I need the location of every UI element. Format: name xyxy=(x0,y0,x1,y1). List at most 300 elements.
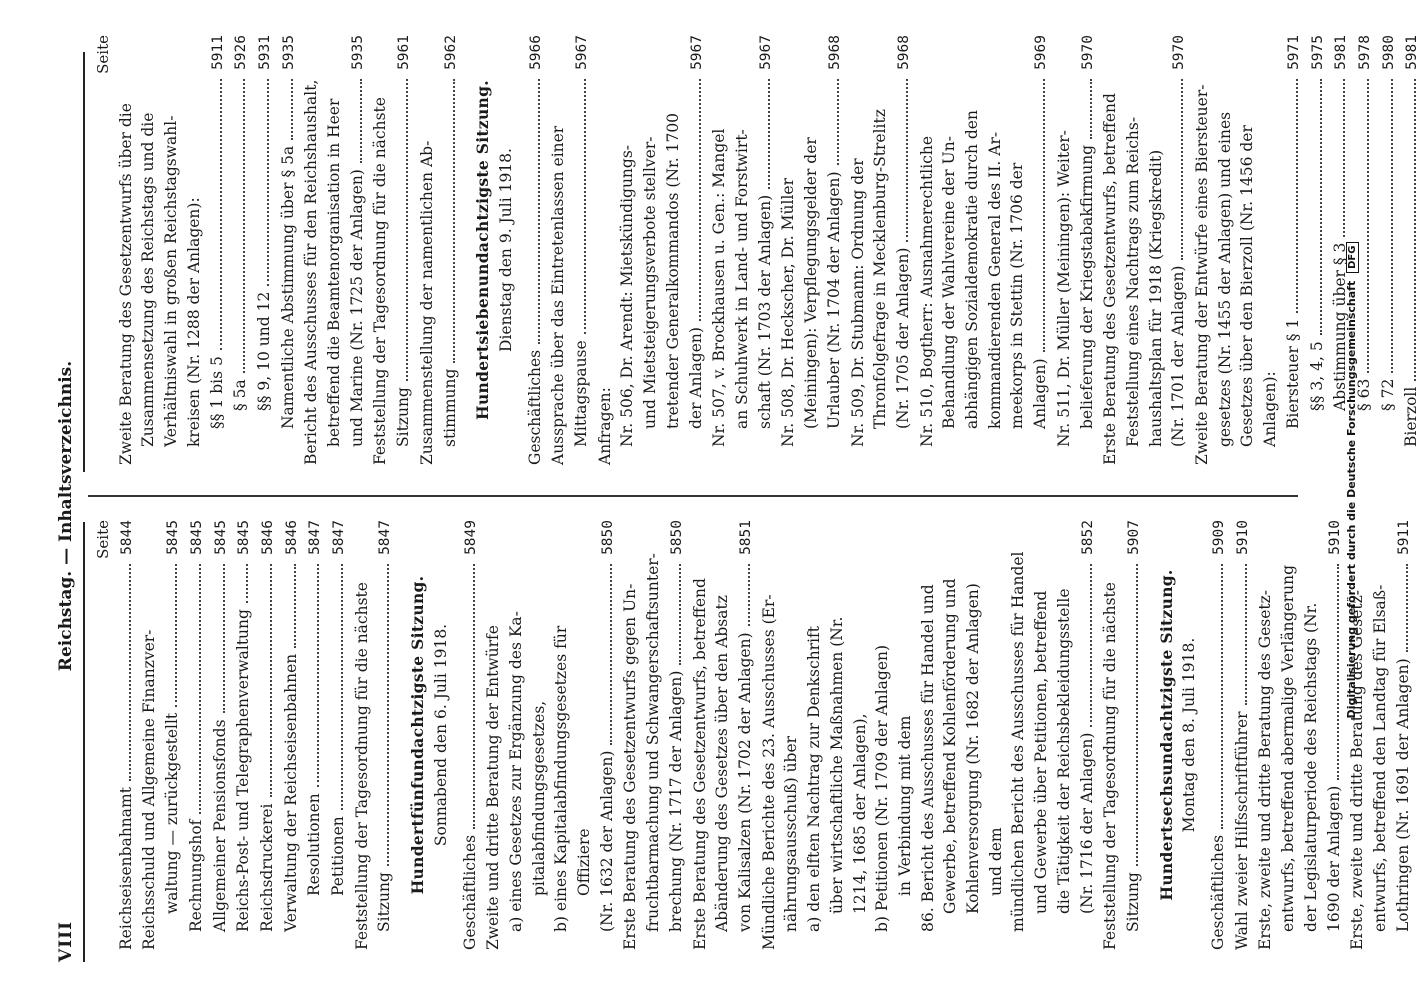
session-heading: Hundertsiebenundachtzigste Sitzung. xyxy=(473,80,493,420)
toc-page-number: 5846 xyxy=(283,520,300,555)
toc-entry-text: Mündliche Berichte des 23. Ausschusses (Er- xyxy=(759,594,778,950)
toc-entry-text: Gesetzes über den Bierzoll (Nr. 1456 der xyxy=(1238,125,1257,447)
toc-entry-text: Zusammenstellung der namentlichen Ab- xyxy=(417,140,436,465)
toc-entry xyxy=(1053,35,1076,465)
toc-entry xyxy=(823,35,847,465)
toc-entry-text: in Verbindung mit dem xyxy=(895,715,914,896)
toc-entry xyxy=(708,35,731,465)
leader-dots xyxy=(246,564,248,603)
toc-entry xyxy=(161,520,185,950)
toc-page-number: 5847 xyxy=(377,520,394,555)
session-date: Dienstag den 9. Juli 1918. xyxy=(496,148,515,352)
toc-page-number: 5846 xyxy=(259,520,276,555)
leader-dots xyxy=(837,79,839,165)
toc-entry xyxy=(1259,35,1282,465)
toc-page-number: 5909 xyxy=(1211,520,1228,555)
toc-entry-text: Zusammensetzung des Reichstags und die xyxy=(139,112,158,447)
toc-page-number: 5981 xyxy=(1404,35,1421,70)
column-separator xyxy=(88,495,1298,497)
toc-entry xyxy=(734,520,758,950)
leader-dots xyxy=(360,79,362,163)
toc-entry xyxy=(685,35,709,465)
toc-entry-text: Anfragen: xyxy=(595,387,614,465)
toc-entry xyxy=(346,35,370,465)
toc-page-number: 5850 xyxy=(599,520,616,555)
page-number: VIII xyxy=(56,920,76,962)
leader-dots xyxy=(679,564,681,665)
toc-entry-text: b) Petitionen (Nr. 1709 der Anlagen) xyxy=(873,644,892,932)
toc-entry-text: 1214, 1685 der Anlagen), xyxy=(850,713,869,914)
toc-entry-text: entwurfs, betreffend den Landtag für Elsaß- xyxy=(1370,584,1389,932)
toc-page-number: 5847 xyxy=(331,520,348,555)
toc-entry xyxy=(1392,520,1416,950)
toc-entry xyxy=(1300,520,1323,950)
toc-entry xyxy=(803,520,826,950)
toc-entry-text: Erste, zweite und dritte Beratung des Gesetz- xyxy=(1348,589,1367,950)
toc-page-number: 5844 xyxy=(118,520,135,555)
toc-page-number: 5911 xyxy=(1395,520,1412,555)
leader-dots xyxy=(1181,79,1183,260)
toc-entry xyxy=(800,35,823,465)
toc-entry-text: belieferung der Kriegstabakfirmung xyxy=(1077,144,1096,429)
toc-entry-text: Sitzung xyxy=(1123,872,1142,932)
toc-entry-text: gesetzes (Nr. 1455 der Anlagen) und eines xyxy=(1215,111,1234,447)
toc-page-number: 5970 xyxy=(1079,35,1096,70)
toc-entry xyxy=(1231,520,1255,950)
toc-entry-text: Aussprache über das Eintretenlassen einer xyxy=(549,125,568,465)
toc-entry-text: Wahl zweier Hilfsschriftführer xyxy=(1232,711,1251,950)
toc-entry xyxy=(1282,35,1306,465)
toc-entry xyxy=(1377,35,1401,465)
toc-entry-text: stimmung xyxy=(440,368,459,447)
toc-entry-text: meekorps in Stettin (Nr. 1706 der xyxy=(1008,162,1027,429)
toc-entry-text: Nr. 511, Dr. Müller (Meiningen): Weiter- xyxy=(1054,130,1073,447)
leader-dots xyxy=(1391,79,1393,373)
toc-entry-text: 86. Bericht des Ausschusses für Handel und xyxy=(918,584,937,932)
toc-entry xyxy=(961,35,984,465)
toc-entry xyxy=(160,35,183,465)
toc-entry xyxy=(689,520,712,950)
leader-dots xyxy=(387,564,389,866)
toc-entry xyxy=(524,35,548,465)
toc-entry-text: Urlauber (Nr. 1704 der Anlagen) xyxy=(824,171,843,429)
toc-entry-text: Feststellung der Tagesordnung für die nächste xyxy=(1101,582,1120,950)
toc-entry-text: Nr. 507, v. Brockhausen u. Gen.: Mangel xyxy=(710,128,729,447)
toc-entry-text: waltung — zurückgestellt xyxy=(163,712,182,914)
toc-entry xyxy=(662,35,685,465)
leader-dots xyxy=(199,564,201,814)
toc-entry-text: Erste Beratung des Gesetzentwurfs, betreffend xyxy=(690,578,709,950)
toc-page-number: 5980 xyxy=(1380,35,1397,70)
toc-entry-text: Verwaltung der Reichseisenbahnen xyxy=(281,653,300,932)
toc-entry xyxy=(871,520,894,950)
toc-entry-text: kommandierenden General des II. Ar- xyxy=(985,131,1004,429)
toc-entry-text: Namentliche Abstimmung über § 5a xyxy=(278,145,297,429)
toc-entry-text: der Legislaturperiode des Reichstags (Nr. xyxy=(1301,602,1320,932)
toc-entry-text: (Nr. 1701 der Anlagen) xyxy=(1169,265,1188,447)
leader-dots xyxy=(291,79,293,140)
toc-entry-text: §§ 3, 4, 5 xyxy=(1307,341,1326,411)
toc-entry xyxy=(939,520,962,950)
toc-entry-text: b) eines Kapitalabfindungsgesetzes für xyxy=(552,625,571,932)
toc-entry xyxy=(183,35,206,465)
toc-entry-text: Sitzung xyxy=(394,387,413,447)
seite-label: Seite xyxy=(94,520,112,559)
leader-dots xyxy=(1090,79,1092,139)
toc-entry-text: Geschäftliches xyxy=(525,349,544,465)
toc-page-number: 5911 xyxy=(209,35,226,70)
toc-entry-text: Abstimmung über § 3 xyxy=(1331,242,1350,411)
leader-dots xyxy=(1296,79,1298,313)
toc-page-number: 5845 xyxy=(212,520,229,555)
toc-entry xyxy=(938,35,961,465)
leader-dots xyxy=(1136,564,1138,866)
toc-entry xyxy=(547,35,570,465)
leader-dots xyxy=(473,564,475,829)
toc-entry-text: fruchtbarmachung und Schwangerschaftsunter- xyxy=(644,553,663,932)
toc-entry-text: Reichs-Post- und Telegraphenverwaltung xyxy=(234,609,253,932)
toc-entry-text: Petitionen xyxy=(329,816,348,896)
toc-entry xyxy=(303,520,327,950)
toc-entry-text: Reichseisenbahnamt xyxy=(116,787,135,950)
toc-entry-text: Lothringen (Nr. 1691 der Anlagen) xyxy=(1393,658,1412,932)
toc-entry xyxy=(138,520,161,950)
toc-entry-text: und dem xyxy=(986,827,1005,896)
toc-entry xyxy=(1214,35,1237,465)
toc-entry xyxy=(731,35,754,465)
toc-entry-text: Zweite Beratung des Gesetzentwurfs über die xyxy=(116,103,135,465)
toc-entry xyxy=(985,520,1008,950)
toc-entry xyxy=(351,520,374,950)
leader-dots xyxy=(223,564,225,713)
toc-entry-text: Feststellung eines Nachtrags zum Reichs- xyxy=(1123,116,1142,447)
toc-entry-text: (Nr. 1716 der Anlagen) xyxy=(1077,732,1096,914)
leader-dots xyxy=(406,79,408,381)
toc-page-number: 5975 xyxy=(1309,35,1326,70)
toc-entry-text: haushaltsplan für 1918 (Kriegskredit) xyxy=(1146,149,1165,447)
toc-entry-text: Kohlenversorgung (Nr. 1682 der Anlagen) xyxy=(964,583,983,914)
toc-entry-text: kreisen (Nr. 1288 der Anlagen): xyxy=(184,197,203,447)
toc-entry-text: (Nr. 1705 der Anlagen) xyxy=(893,247,912,429)
toc-page-number: 5849 xyxy=(462,520,479,555)
toc-entry-text: Nr. 510, Bogtherr: Ausnahmerechtliche xyxy=(917,136,936,447)
toc-entry xyxy=(1122,520,1146,950)
toc-entry xyxy=(573,520,596,950)
leader-dots xyxy=(1367,79,1369,373)
toc-page-number: 5970 xyxy=(1171,35,1188,70)
toc-entry-text: Offiziere xyxy=(575,828,594,896)
toc-entry-text: Bericht des Ausschusses für den Reichshaushalt, xyxy=(302,79,321,465)
leader-dots xyxy=(699,79,701,321)
toc-entry xyxy=(459,520,483,950)
toc-entry xyxy=(1145,35,1168,465)
toc-page-number: 5926 xyxy=(233,35,250,70)
toc-entry-text: Reichsdruckerei xyxy=(257,803,276,932)
toc-entry xyxy=(232,520,256,950)
toc-page-number: 5967 xyxy=(688,35,705,70)
toc-entry xyxy=(1306,35,1330,465)
toc-entry xyxy=(277,35,301,465)
toc-page-number: 5847 xyxy=(307,520,324,555)
toc-entry xyxy=(1030,520,1053,950)
toc-entry-text: Erste Beratung des Gesetzentwurfs gegen Un- xyxy=(621,583,640,950)
toc-page-number: 5850 xyxy=(668,520,685,555)
leader-dots xyxy=(267,79,269,286)
toc-page-number: 5931 xyxy=(256,35,273,70)
toc-entry xyxy=(185,520,209,950)
leader-dots xyxy=(317,564,319,787)
toc-entry xyxy=(777,35,800,465)
toc-entry-text: Verhältniswahl in großen Reichstagswahl- xyxy=(162,115,181,447)
toc-entry-text: Nr. 506, Dr. Arendt: Mietskündigungs- xyxy=(618,144,637,447)
toc-entry xyxy=(1076,35,1100,465)
toc-page-number: 5968 xyxy=(826,35,843,70)
toc-entry xyxy=(642,520,665,950)
leader-dots xyxy=(220,79,222,350)
toc-entry-text: a) den elften Nachtrag zur Denkschrift xyxy=(805,625,824,932)
toc-entry xyxy=(596,520,620,950)
toc-entry xyxy=(1277,520,1300,950)
toc-entry-text: Bierzoll xyxy=(1402,386,1421,447)
toc-entry xyxy=(665,520,689,950)
leader-dots xyxy=(1221,564,1223,829)
toc-entry-text: Geschäftliches xyxy=(1209,834,1228,950)
toc-entry xyxy=(206,35,230,465)
toc-entry-text: von Kalisalzen (Nr. 1702 der Anlagen) xyxy=(735,632,754,932)
toc-entry xyxy=(1400,35,1424,465)
toc-entry-text: 1690 der Anlagen) xyxy=(1324,785,1343,932)
toc-entry-text: Nr. 508, Dr. Heckscher, Dr. Müller xyxy=(779,177,798,447)
leader-dots xyxy=(1320,79,1322,335)
toc-entry xyxy=(1122,35,1145,465)
toc-page-number: 5966 xyxy=(527,35,544,70)
toc-entry xyxy=(962,520,985,950)
toc-entry-text: entwurfs, betreffend abermalige Verlängerung xyxy=(1279,564,1298,932)
toc-entry xyxy=(323,35,346,465)
toc-entry-text: tretender Generalkommandos (Nr. 1700 xyxy=(663,112,682,429)
toc-page-number: 5907 xyxy=(1125,520,1142,555)
toc-entry xyxy=(847,35,870,465)
toc-entry xyxy=(392,35,416,465)
leader-dots xyxy=(1406,564,1408,652)
seite-label: Seite xyxy=(94,35,112,74)
digitization-credit xyxy=(1345,20,1359,940)
toc-entry xyxy=(894,520,917,950)
toc-entry-text: Resolutionen xyxy=(305,793,324,896)
right-entries xyxy=(115,35,463,465)
toc-page-number: 5935 xyxy=(349,35,366,70)
toc-entry xyxy=(327,520,351,950)
toc-entry xyxy=(1323,520,1347,950)
toc-entry-text: Anlagen) xyxy=(1031,358,1050,429)
toc-entry xyxy=(780,520,803,950)
toc-page-number: 5910 xyxy=(1234,520,1251,555)
toc-entry xyxy=(369,35,392,465)
toc-page-number: 5852 xyxy=(1079,520,1096,555)
leader-dots xyxy=(768,79,770,189)
session-date: Sonnabend den 6. Juli 1918. xyxy=(431,623,450,847)
toc-entry-text: und Mietsteigerungsverbote stellver- xyxy=(641,136,660,429)
session-heading: Hundertfünfundachtzigste Sitzung. xyxy=(408,575,428,895)
toc-entry xyxy=(570,35,594,465)
toc-entry xyxy=(754,35,778,465)
left-column xyxy=(92,520,1415,950)
leader-dots xyxy=(341,564,343,810)
page-title: Reichstag. — Inhaltsverzeichnis. xyxy=(56,360,76,672)
toc-entry xyxy=(439,35,463,465)
session3-entries xyxy=(524,35,1424,465)
toc-entry-text: Sitzung xyxy=(375,872,394,932)
toc-page-number: 5845 xyxy=(236,520,253,555)
running-header xyxy=(56,70,82,962)
toc-page-number: 5851 xyxy=(737,520,754,555)
toc-entry xyxy=(1207,520,1231,950)
toc-entry xyxy=(300,35,323,465)
toc-entry-text: Zweite und dritte Beratung der Entwürfe xyxy=(484,625,503,950)
leader-dots xyxy=(1090,564,1092,727)
toc-entry-text: mündlichen Bericht des Ausschusses für Handel xyxy=(1009,551,1028,932)
toc-entry-text: und Gewerbe über Petitionen, betreffend xyxy=(1032,590,1051,914)
toc-entry-text: § 5a xyxy=(231,379,250,411)
toc-entry-text: §§ 9, 10 und 12 xyxy=(254,291,273,411)
session-heading: Hundertsechsundachtzigste Sitzung. xyxy=(1156,569,1176,901)
toc-entry xyxy=(984,35,1007,465)
toc-entry xyxy=(892,35,916,465)
toc-entry-text: der Anlagen) xyxy=(686,327,705,429)
leader-dots xyxy=(748,564,750,626)
toc-entry-text: Mittagspause xyxy=(572,340,591,447)
toc-entry xyxy=(115,35,138,465)
toc-page-number: 5845 xyxy=(165,520,182,555)
leader-dots xyxy=(538,79,540,344)
toc-entry xyxy=(711,520,734,950)
toc-entry-text: Rechnungshof xyxy=(186,819,205,932)
toc-entry-text: Reichsschuld und Allgemeine Finanzver- xyxy=(140,629,159,950)
toc-page-number: 5969 xyxy=(1033,35,1050,70)
toc-entry xyxy=(616,35,639,465)
toc-entry xyxy=(115,520,139,950)
toc-entry xyxy=(826,520,849,950)
session-date: Montag den 8. Juli 1918. xyxy=(1180,637,1199,833)
toc-entry xyxy=(1191,35,1214,465)
toc-entry xyxy=(416,35,439,465)
toc-entry-text: an Schuhwerk in Land- und Forstwirt- xyxy=(732,129,751,429)
toc-entry xyxy=(1053,520,1076,950)
toc-page-number: 5910 xyxy=(1326,520,1343,555)
leader-dots xyxy=(175,564,177,707)
toc-entry-text: Allgemeiner Pensionsfonds xyxy=(210,719,229,932)
leader-dots xyxy=(1337,564,1339,780)
toc-entry xyxy=(1006,35,1029,465)
toc-page-number: 5845 xyxy=(188,520,205,555)
toc-entry-text: §§ 1 bis 5 xyxy=(207,356,226,429)
toc-entry xyxy=(1254,520,1277,950)
toc-entry-text: (Meiningen): Verpflegungsgelder der xyxy=(802,137,821,429)
toc-entry-text: Feststellung der Tagesordnung für die nächste xyxy=(371,97,390,465)
leader-dots xyxy=(584,79,586,334)
toc-page-number: 5967 xyxy=(574,35,591,70)
leader-dots xyxy=(906,79,908,242)
toc-entry xyxy=(869,35,892,465)
header-rule-left xyxy=(83,522,85,962)
toc-entry-text: brechung (Nr. 1717 der Anlagen) xyxy=(666,670,685,932)
toc-entry-text: abhängigen Sozialdemokratie durch den xyxy=(963,110,982,429)
toc-entry xyxy=(550,520,573,950)
toc-entry xyxy=(209,520,233,950)
toc-entry-text: Zweite Beratung der Entwürfe eines Biersteuer- xyxy=(1193,84,1212,465)
session2-entries xyxy=(1207,520,1415,950)
toc-entry xyxy=(505,520,528,950)
toc-entry xyxy=(1236,35,1259,465)
toc-entry-text: Thronfolgefrage in Mecklenburg-Strelitz xyxy=(871,109,890,429)
toc-entry xyxy=(482,520,505,950)
toc-entry xyxy=(594,35,617,465)
toc-entry xyxy=(1076,520,1100,950)
toc-page-number: 5968 xyxy=(895,35,912,70)
toc-entry xyxy=(229,35,253,465)
toc-entry-text: pitalabfindungsgesetzes, xyxy=(529,700,548,896)
leader-dots xyxy=(243,79,245,373)
toc-entry-text: § 63 xyxy=(1354,378,1373,411)
toc-entry xyxy=(137,35,160,465)
session1-entries xyxy=(459,520,1146,950)
toc-entry-text: Erste Beratung des Gesetzentwurfs, betreffend xyxy=(1101,93,1120,465)
toc-page-number: 5935 xyxy=(280,35,297,70)
toc-entry-text: schaft (Nr. 1703 der Anlagen) xyxy=(755,194,774,429)
toc-entry xyxy=(1007,520,1030,950)
toc-entry-text: nährungsausschuß) über xyxy=(782,735,801,932)
leader-dots xyxy=(294,564,296,648)
toc-entry-text: § 72 xyxy=(1378,378,1397,411)
toc-entry-text: die Tätigkeit der Reichsbekleidungsstelle xyxy=(1054,588,1073,914)
toc-entry xyxy=(1099,35,1122,465)
toc-entry xyxy=(917,520,940,950)
left-entries xyxy=(115,520,397,950)
toc-entry-text: Abänderung des Gesetzes über den Absatz xyxy=(713,595,732,932)
toc-entry xyxy=(1029,35,1053,465)
header-rule-right xyxy=(83,52,85,472)
toc-entry-text: Feststellung der Tagesordnung für die nächste xyxy=(352,582,371,950)
toc-page-number: 5967 xyxy=(757,35,774,70)
toc-entry xyxy=(1369,520,1392,950)
toc-page-number: 5961 xyxy=(396,35,413,70)
toc-entry xyxy=(280,520,304,950)
toc-entry-text: Nr. 509, Dr. Stubmann: Ordnung der xyxy=(848,158,867,447)
toc-entry xyxy=(758,520,781,950)
credit-text: Digitalisierung gefördert durch die Deutsche Forschungsgemeinschaft xyxy=(1345,280,1358,719)
toc-entry-text: über wirtschaftliche Maßnahmen (Nr. xyxy=(827,616,846,914)
leader-dots xyxy=(1414,79,1416,381)
toc-entry-text: Geschäftliches xyxy=(460,834,479,950)
leader-dots xyxy=(453,79,455,363)
toc-page-number: 5971 xyxy=(1285,35,1302,70)
toc-entry-text: Anlagen): xyxy=(1261,371,1280,447)
leader-dots xyxy=(270,564,272,797)
toc-entry xyxy=(639,35,662,465)
right-column xyxy=(92,35,1424,465)
toc-entry xyxy=(1099,520,1122,950)
toc-entry xyxy=(528,520,551,950)
toc-entry-text: und Marine (Nr. 1725 der Anlagen) xyxy=(347,169,366,447)
toc-entry-text: a) eines Gesetzes zur Ergänzung des Ka- xyxy=(506,611,525,932)
leader-dots xyxy=(129,564,131,781)
toc-entry-text: Gewerbe, betreffend Kohlenförderung und xyxy=(941,578,960,914)
toc-page-number: 5981 xyxy=(1333,35,1350,70)
toc-entry xyxy=(916,35,939,465)
toc-entry xyxy=(1167,35,1191,465)
toc-entry xyxy=(253,35,277,465)
leader-dots xyxy=(1043,79,1045,353)
